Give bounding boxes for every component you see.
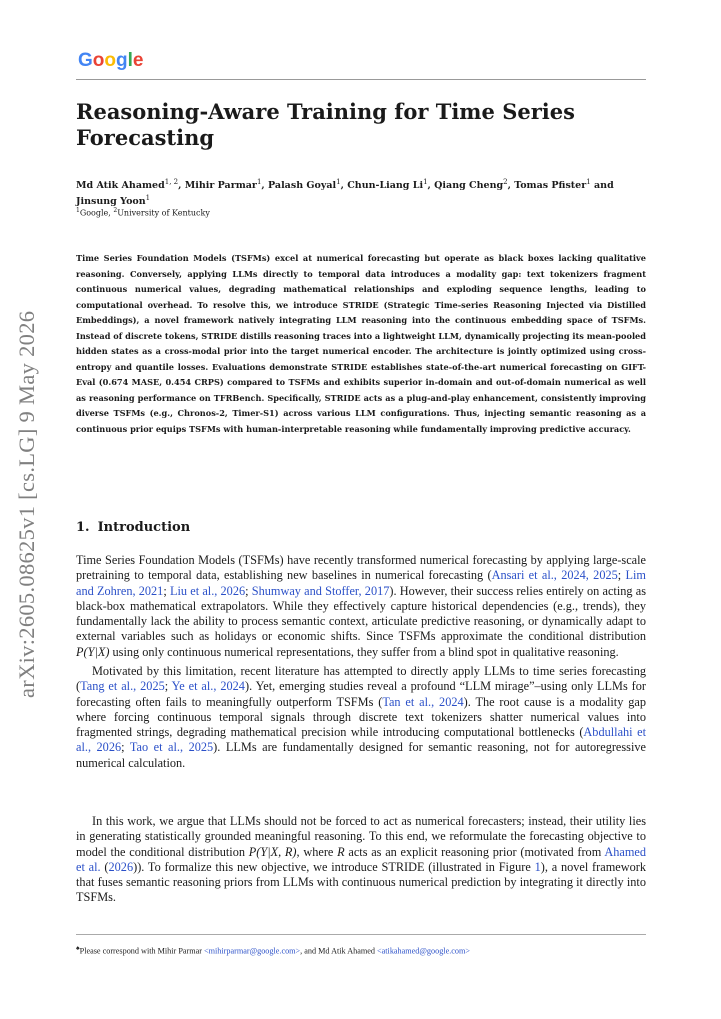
paragraph-text: ), a novel framework that fuses semantic reasoning priors from LLMs with continuous numerical prediction by integrating it directly into TSFMs. [76,859,646,905]
author-separator: , [261,180,269,192]
author-affiliation-mark: 1 [336,178,341,186]
author-name: Jinsung Yoon [76,196,146,208]
affiliation-mark: 1 [76,207,80,214]
citation-link[interactable]: Tang et al., 2025 [80,679,165,694]
author-name: Md Atik Ahamed [76,180,165,192]
author-affiliation-mark: 1 [145,194,151,203]
paragraph-text: Time Series Foundation Models (TSFMs) have recently transformed numerical forecasting by applying large-scale pretraining to temporal data, establishing new baselines in numerical forecasting ( [76,553,646,583]
footnote-mid: , and Md Atik Ahamed [300,946,378,956]
logo-letter: e [132,50,144,71]
paper-title: Reasoning-Aware Training for Time Series Forecasting [76,99,575,150]
citation-link[interactable]: Tao et al., 2025 [129,740,214,755]
author-list [76,176,646,208]
citation-link[interactable]: 1 [534,859,541,874]
paragraph-text: ( [100,859,109,874]
paragraph-text: ; [164,679,172,694]
citation-link[interactable]: Tan et al., 2024 [382,694,464,709]
author-affiliation-mark: 1 [256,178,262,186]
citation-link[interactable]: Abdullahi et al., 2026 [76,725,646,755]
logo-letter: o [92,50,105,71]
author-separator: , [178,180,185,192]
author-affiliation-mark: 1 [586,178,591,186]
email-link[interactable]: <atikahamed@google.com> [377,946,470,956]
author-separator: , [340,180,348,192]
author-separator: and [590,180,614,192]
affiliation-name: University of Kentucky [117,208,210,218]
citation-link[interactable]: Ye et al., 2024 [171,679,245,694]
header-divider [76,79,646,80]
email-link[interactable]: <mihirparmar@google.com> [204,946,301,956]
paragraph-text: ). Yet, emerging studies reveal a profound “LLM mirage”–using only LLMs for forecasting often fails to meaningfully outperform TSFMs ( [76,679,646,709]
paragraph-text: ). However, their success relies entirely on acting as black-box mathematical extrapolators. While they effectively capture historical dependencies (e.g., trends), they fundamentally lack the ability to process semantic context, articulate predictive reasoning, or dynamically adapt to external variables such as holidays or economic shifts. Since TSFMs approximate the conditional distribution [76,583,646,644]
intro-paragraph-2 [76,664,646,771]
paragraph-text: ; [245,583,252,598]
author-name: Qiang Cheng [434,180,504,192]
author-name: Tomas Pfister [514,180,587,192]
citation-link[interactable]: Liu et al., 2026 [169,583,246,598]
footnote-lead: Please correspond with Mihir Parmar [79,946,205,956]
author-affiliation-mark: 1, 2 [164,178,179,186]
footnote-divider [76,934,646,935]
intro-paragraph-3 [76,814,646,906]
paragraph-text: In this work, we argue that LLMs should not be forced to act as numerical forecasters; instead, their utility lies in generating statistically grounded meaningful reasoning. To this end, we reformulate the forecasting objective to model the conditional distribution [76,814,646,859]
affiliation-name: Google, [79,208,114,218]
logo-letter: o [104,50,116,71]
logo-letter: g [116,50,128,71]
math-expression: P(Y|X) [76,644,110,659]
correspondence-footnote [76,943,646,957]
paragraph-text: ). LLMs are fundamentally designed for semantic reasoning, not for autoregressive numerical calculation. [76,740,646,770]
affiliation-mark: 2 [113,207,118,214]
abstract: Time Series Foundation Models (TSFMs) excel at numerical forecasting but operate as black boxes lacking qualitative reasoning. Conversely, applying LLMs directly to temporal data introduces a modality gap: text tokenizers fragment continuous numerical values, degrading mathematical relationships and exploding sequence lengths, leading to computational overhead. To resolve this, we introduce STRIDE (Strategic Time-series Reasoning Injected via Distilled Embeddings), a novel framework natively integrating LLM reasoning into the continuous embedding space of TSFMs. Instead of discrete tokens, STRIDE distills reasoning traces into a lightweight LLM, dynamically projecting its mean-pooled hidden states as a cross-modal prior into the target numerical encoder. The architecture is jointly optimized using cross-entropy and quantile losses. Evaluations demonstrate STRIDE establishes state-of-the-art numerical forecasting on GIFT-Eval (0.674 MASE, 0.454 CRPS) compared to TSFMs and exhibits superior in-domain and out-of-domain numerical as well as reasoning performance on TFRBench. Specifically, STRIDE acts as a plug-and-play enhancement, consistently improving diverse TSFMs (e.g., Chronos-2, Timer-S1) across various LLM configurations. Thus, injecting semantic reasoning as a continuous prior equips TSFMs with human-interpretable reasoning while fundamentally improving predictive accuracy. [76,253,646,434]
citation-link[interactable]: Ahamed et al. [76,844,646,874]
math-expression: R [337,844,345,859]
intro-paragraph-1 [76,553,646,660]
citation-link[interactable]: 2026 [108,859,134,874]
paragraph-text: Motivated by this limitation, recent literature has attempted to directly apply LLMs to time series forecasting ( [76,664,646,694]
citation-link[interactable]: Ansari et al., 2024, 2025 [491,568,618,583]
author-affiliation-mark: 1 [423,178,428,186]
citation-link[interactable]: Shumway and Stoffer, 2017 [251,583,390,598]
author-name: Mihir Parmar [184,180,257,192]
author-name: Chun-Liang Li [347,180,424,192]
author-name: Palash Goyal [268,180,337,192]
paragraph-text: using only continuous numerical representations, they suffer from a blind spot in qualitative reasoning. [109,644,619,659]
google-logo [78,50,143,72]
math-expression: P(Y|X, R) [248,844,297,859]
author-separator: , [507,180,515,192]
paragraph-text: , where [296,844,338,859]
section-title: Introduction [97,520,191,535]
logo-letter: G [78,50,93,71]
affiliations [76,205,210,219]
paragraph-text: acts as an explicit reasoning prior (motivated from [344,844,605,859]
citation-link[interactable]: Lim and Zohren, 2021 [76,568,646,598]
paragraph-text: ). The root cause is a modality gap where forcing continuous temporal signals through discrete text tokenizers shatter numerical values into fragmented strings, degrading mathematical precision while introducing computational bottlenecks ( [76,694,646,740]
section-number: 1. [76,520,90,535]
paragraph-text: ; [163,583,170,598]
footnote-marker: ♠ [76,945,80,952]
paragraph-text: ; [617,568,626,583]
section-heading [76,519,190,537]
author-affiliation-mark: 2 [503,178,508,186]
paragraph-text: )). To formalize this new objective, we introduce STRIDE (illustrated in Figure [133,859,535,874]
logo-letter: l [127,50,133,71]
paragraph-text: ; [121,740,130,755]
arxiv-stamp: arXiv:2605.08625v1 [cs.LG] 9 May 2026 [14,310,39,698]
author-separator: , [427,180,435,192]
